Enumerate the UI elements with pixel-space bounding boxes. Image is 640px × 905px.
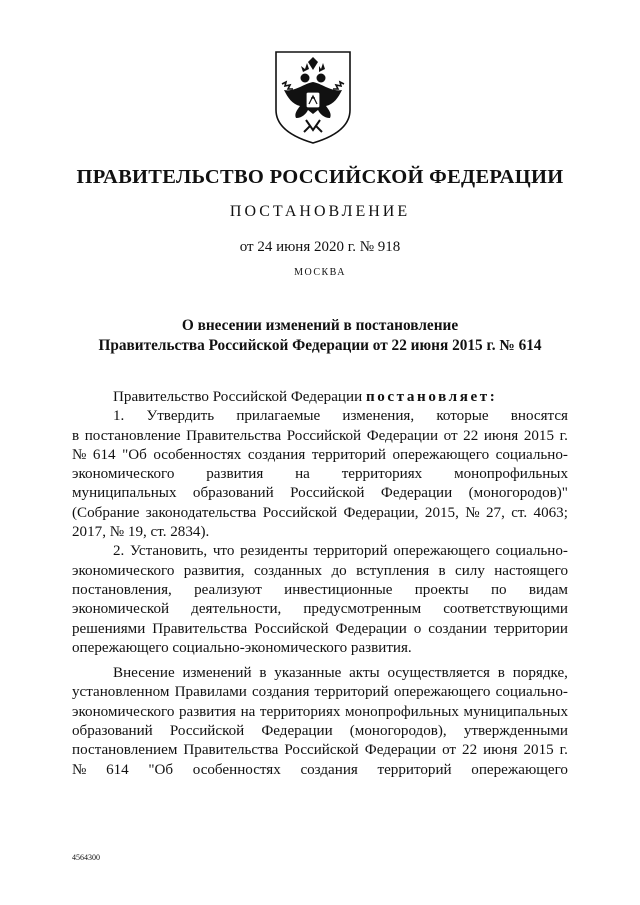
text-line: № 614 "Об особенностях создания территорий опережающего социально- xyxy=(72,446,568,463)
government-name: ПРАВИТЕЛЬСТВО РОССИЙСКОЙ ФЕДЕРАЦИИ xyxy=(76,166,564,188)
text-line: установленном Правилами создания территорий опережающего социально- xyxy=(72,684,568,701)
text-line: 2. Установить, что резиденты территорий опережающего социально- xyxy=(113,543,568,560)
intro-line xyxy=(72,388,568,407)
text-line: 2017, № 19, ст. 2834). xyxy=(72,524,210,541)
text-line: в постановление Правительства Российской Федерации от 22 июня 2015 г. xyxy=(72,427,568,444)
title-line: Правительства Российской Федерации от 22 июня 2015 г. № 614 xyxy=(98,337,542,354)
text-line: муниципальных образований Российской Федерации (моногородов)" xyxy=(72,485,568,502)
text-line: решениями Правительства Российской Федерации о создании территории xyxy=(72,620,568,637)
paragraph-1 xyxy=(72,407,568,542)
text-line: постановлением Правительства Российской Федерации от 22 июня 2015 г. xyxy=(72,742,568,759)
title-line: О внесении изменений в постановление xyxy=(181,317,459,334)
city: МОСКВА xyxy=(294,267,346,278)
paragraph-3 xyxy=(72,664,568,780)
text-line: (Собрание законодательства Российской Федерации, 2015, № 27, ст. 4063; xyxy=(72,504,568,521)
text-line: экономической деятельности, предусмотренным соответствующими xyxy=(72,601,568,618)
text-line: экономического развития на территориях монопрофильных муниципальных xyxy=(72,703,568,720)
text-line: экономического развития на территориях монопрофильных xyxy=(72,466,568,483)
text-line: экономического развития, созданных до вступления в силу настоящего xyxy=(72,562,568,579)
text-line: опережающего социально-экономического развития. xyxy=(72,639,412,656)
document-body xyxy=(72,388,568,780)
text-line: 1. Утвердить прилагаемые изменения, которые вносятся xyxy=(113,408,568,425)
text-line: Внесение изменений в указанные акты осуществляется в порядке, xyxy=(113,665,568,682)
russian-coat-of-arms-icon xyxy=(270,48,356,146)
paragraph-2 xyxy=(72,542,568,658)
document-code: 4564300 xyxy=(72,853,100,862)
document-type: ПОСТАНОВЛЕНИЕ xyxy=(229,203,411,220)
document-title xyxy=(60,316,580,356)
date-and-number: от 24 июня 2020 г. № 918 xyxy=(239,239,401,255)
intro-prefix: Правительство Российской Федерации xyxy=(113,389,363,405)
text-line: образований Российской Федерации (моногородов), утвержденными xyxy=(72,723,568,740)
text-line: № 614 "Об особенностях создания территорий опережающего xyxy=(72,761,568,778)
text-line: постановления, реализуют инвестиционные проекты по видам xyxy=(72,581,568,598)
intro-verb: постановляет: xyxy=(365,389,498,405)
